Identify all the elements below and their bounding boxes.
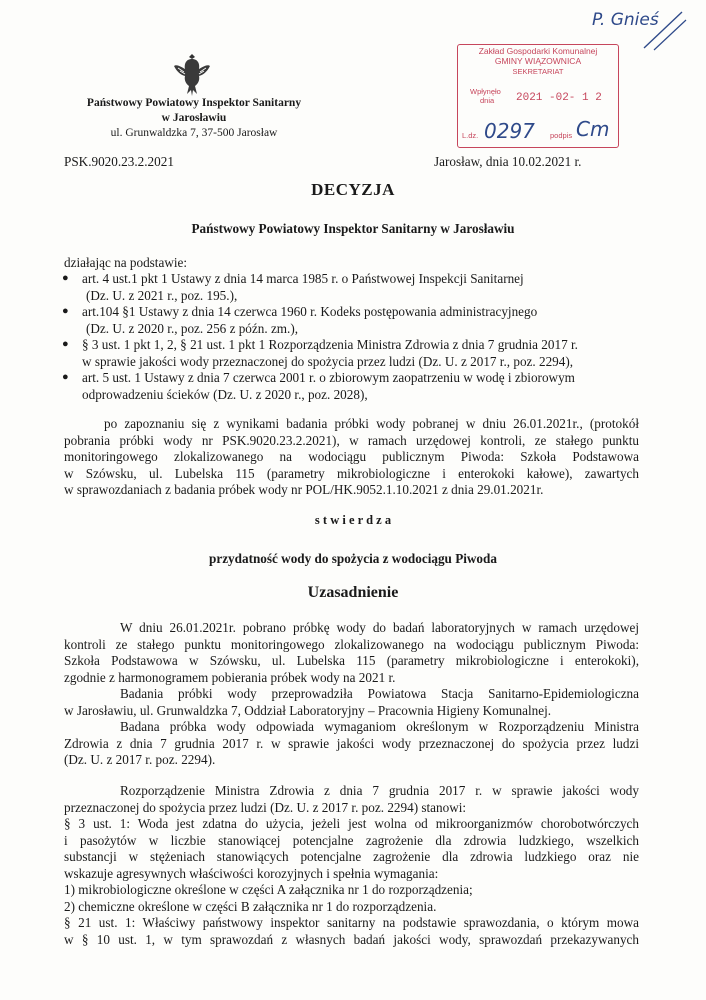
justification-line: Badana próbka wody odpowiada wymaganiom określonym w Rozporządzeniu Ministra	[120, 719, 639, 734]
justification-paragraph-3	[64, 719, 639, 769]
stamp-signature: Cm	[576, 117, 610, 141]
basis-item-line: art. 4 ust.1 pkt 1 Ustawy z dnia 14 marca 1985 r. o Państwowej Inspekcji Sanitarnej	[82, 271, 524, 286]
justification-line: Zdrowia z dnia 7 grudnia 2017 r. w sprawie jakości wody przeznaczonej do spożycia przez ludzi	[64, 735, 639, 751]
stamp-company: Zakład Gospodarki Komunalnej	[478, 46, 598, 56]
reference-number: PSK.9020.23.2.2021	[64, 154, 174, 169]
regulation-line: § 3 ust. 1: Woda jest zdatna do użycia, jeżeli jest wolna od mikroorganizmów chorobotwórczych	[64, 816, 639, 831]
stamp-received-date: 2021 -02- 1 2	[516, 92, 602, 104]
review-line: po zapoznaniu się z wynikami badania próbki wody pobranej w dniu 26.01.2021r., (protokół	[104, 416, 639, 431]
issuer-line: Państwowy Powiatowy Inspektor Sanitarny w Jarosławiu	[191, 221, 515, 236]
stamp-ldz-number: 0297	[484, 119, 535, 143]
polish-eagle-emblem-icon	[172, 50, 212, 98]
regulation-line: § 21 ust. 1: Właściwy państwowy inspektor sanitarny na podstawie sprawozdania, o którym mowa	[64, 915, 639, 930]
bullet-icon: ●	[62, 371, 69, 383]
authority-city: w Jarosławiu	[161, 112, 227, 124]
stamp-secretariat: SEKRETARIAT	[512, 67, 564, 76]
basis-item-line: § 3 ust. 1 pkt 1, 2, § 21 ust. 1 pkt 1 Rozporządzenia Ministra Zdrowia z dnia 7 grudnia 2017 r.	[82, 337, 578, 352]
justification-paragraph-2	[64, 686, 639, 719]
handwritten-note: P. Gnieś	[592, 10, 659, 30]
justification-line: (Dz. U. z 2017 r. poz. 2294).	[64, 752, 216, 767]
regulation-quote	[64, 783, 639, 948]
regulation-line: 1) mikrobiologiczne określone w części A załącznika nr 1 do rozporządzenia;	[64, 882, 473, 897]
handwritten-stroke	[640, 8, 690, 53]
basis-item-line: odprowadzeniu ścieków (Dz. U. z 2020 r., poz. 2028),	[82, 386, 368, 402]
stamp-ldz-label: L.dz.	[462, 131, 479, 140]
regulation-line: w § 10 ust. 1, w tym sprawozdań z własnych badań jakości wody, sprawozdań przekazywanych	[64, 931, 639, 947]
stamp-received-label-1: Wpłynęło	[470, 87, 501, 96]
justification-line: kontroli ze stałego punktu monitoringowego zlokalizowanego na wodociągu publicznym Piwoda:	[64, 636, 639, 652]
finds-label: s t w i e r d z a	[314, 513, 392, 527]
received-stamp	[457, 44, 619, 148]
regulation-line: i pasożytów w liczbie stanowiącej potencjalne zagrożenie dla zdrowia ludzkiego, wszelkich	[64, 832, 639, 848]
document-title: DECYZJA	[311, 180, 395, 199]
justification-line: W dniu 26.01.2021r. pobrano próbkę wody do badań laboratoryjnych w ramach urzędowej	[120, 620, 639, 635]
decision-text: przydatność wody do spożycia z wodociągu Piwoda	[209, 551, 497, 566]
authority-name: Państwowy Powiatowy Inspektor Sanitarny	[86, 97, 302, 109]
review-line: w sprawozdaniach z badania próbek wody nr POL/HK.9052.1.10.2021 z dnia 29.01.2021r.	[64, 482, 544, 497]
regulation-line: przeznaczonej do spożycia przez ludzi (Dz. U. z 2017 r. poz. 2294) stanowi:	[64, 799, 467, 815]
stamp-received-label	[470, 87, 501, 105]
justification-line: zgodnie z harmonogramem pobierania próbek wody na 2021 r.	[64, 669, 396, 685]
basis-item-line: art. 5 ust. 1 Ustawy z dnia 7 czerwca 2001 r. o zbiorowym zaopatrzeniu w wodę i zbiorowym	[82, 370, 575, 385]
justification-title: Uzasadnienie	[307, 584, 399, 601]
review-line: monitoringowego zlokalizowanego na wodociągu publicznym Piwoda: Szkoła Podstawowa	[64, 449, 639, 464]
basis-item-line: (Dz. U. z 2020 r., poz. 256 z późn. zm.),	[86, 320, 299, 336]
authority-address: ul. Grunwaldzka 7, 37-500 Jarosław	[110, 127, 278, 139]
basis-item-line: w sprawie jakości wody przeznaczonej do spożycia przez ludzi (Dz. U. z 2017 r., poz. 2294),	[82, 353, 574, 369]
basis-list	[0, 271, 706, 406]
basis-item-line: (Dz. U. z 2021 r., poz. 195.),	[86, 287, 238, 303]
authority-header	[60, 96, 328, 141]
justification-line: Badania próbki wody przeprowadziła Powiatowa Stacja Sanitarno-Epidemiologiczna	[120, 686, 639, 701]
review-line: w Szówsku, ul. Lubelska 115 (parametry mikrobiologiczne i enterokoki kałowe), zawartych	[64, 465, 639, 481]
basis-intro: działając na podstawie:	[64, 255, 188, 270]
review-line: pobrania próbki wody nr PSK.9020.23.2.2021), w ramach urzędowej kontroli, ze stałego punktu	[64, 432, 639, 448]
regulation-line: 2) chemiczne określone w części B załącznika nr 1 do rozporządzenia.	[64, 898, 437, 914]
regulation-line: substancji w stężeniach stanowiących potencjalne zagrożenie dla zdrowia ludzkiego oraz nie	[64, 849, 639, 864]
justification-line: Szkoła Podstawowa w Szówsku, ul. Lubelska 115 (parametry mikrobiologiczne i enterokoki),	[64, 653, 639, 668]
basis-item-line: art.104 §1 Ustawy z dnia 14 czerwca 1960 r. Kodeks postępowania administracyjnego	[82, 304, 538, 319]
justification-line: w Jarosławiu, ul. Grunwaldzka 7, Oddział Laboratoryjny – Pracownia Higieny Komunalnej.	[64, 702, 552, 718]
stamp-received-label-2: dnia	[480, 96, 495, 105]
bullet-icon: ●	[62, 305, 69, 317]
bullet-icon: ●	[62, 338, 69, 350]
regulation-line: Rozporządzenie Ministra Zdrowia z dnia 7 grudnia 2017 r. w sprawie jakości wody	[120, 783, 639, 798]
bullet-icon: ●	[62, 272, 69, 284]
place-date: Jarosław, dnia 10.02.2021 r.	[434, 154, 582, 169]
stamp-municipality: GMINY WIĄZOWNICA	[494, 56, 582, 66]
regulation-line: wskazuje agresywnych właściwości korozyjnych i spełnia wymagania:	[64, 865, 439, 881]
review-paragraph	[64, 416, 639, 499]
stamp-signature-label: podpis	[550, 131, 573, 140]
justification-paragraph-1	[64, 620, 639, 686]
